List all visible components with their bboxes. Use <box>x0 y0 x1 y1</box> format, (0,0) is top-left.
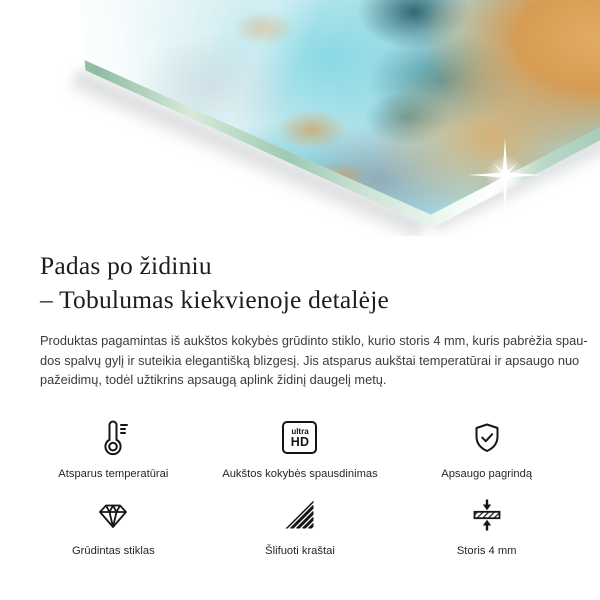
product-description <box>40 331 588 390</box>
feature-tempered-glass <box>20 494 207 557</box>
description-line: dos spalvų gylį ir suteikia elegantišką blizgesį. Jis atsparus aukštai temperatūrai ir apsaugo nuo <box>40 352 580 368</box>
diamond-icon <box>95 494 131 536</box>
sparkle-icon <box>460 130 550 220</box>
product-image <box>0 0 600 236</box>
feature-print-quality <box>207 417 394 480</box>
feature-label: Grūdintas stiklas <box>71 544 155 557</box>
ultra-hd-badge-bottom: HD <box>290 434 310 449</box>
feature-label: Atsparus temperatūrai <box>58 467 169 480</box>
shield-check-icon <box>469 417 505 459</box>
feature-label: Šlifuoti kraštai <box>265 544 335 557</box>
thickness-icon <box>469 494 505 536</box>
feature-polished-edges <box>207 494 394 557</box>
feature-protects-base <box>393 417 580 480</box>
title-line-1: Padas po židiniu <box>40 251 212 280</box>
description-line: pažeidimų, todėl užtikrins apsaugą aplink židinį daugelį metų. <box>40 372 387 387</box>
feature-label: Storis 4 mm <box>456 544 517 557</box>
ultra-hd-icon <box>282 417 317 459</box>
feature-grid <box>0 417 600 557</box>
page-title <box>40 249 560 317</box>
title-line-2: – Tobulumas kiekvienoje detalėje <box>40 285 390 314</box>
ultra-hd-badge-top: ultra <box>291 426 309 436</box>
feature-temperature <box>20 417 207 480</box>
feature-thickness <box>393 494 580 557</box>
ultra-hd-badge <box>282 421 317 454</box>
polished-edges-icon <box>282 494 318 536</box>
description-line: Produktas pagamintas iš aukštos kokybės grūdinto stiklo, kurio storis 4 mm, kuris pabrėžia spau- <box>40 333 588 348</box>
thermometer-icon <box>95 417 131 459</box>
feature-label: Apsaugo pagrindą <box>441 467 533 480</box>
feature-label: Aukštos kokybės spausdinimas <box>222 467 378 480</box>
